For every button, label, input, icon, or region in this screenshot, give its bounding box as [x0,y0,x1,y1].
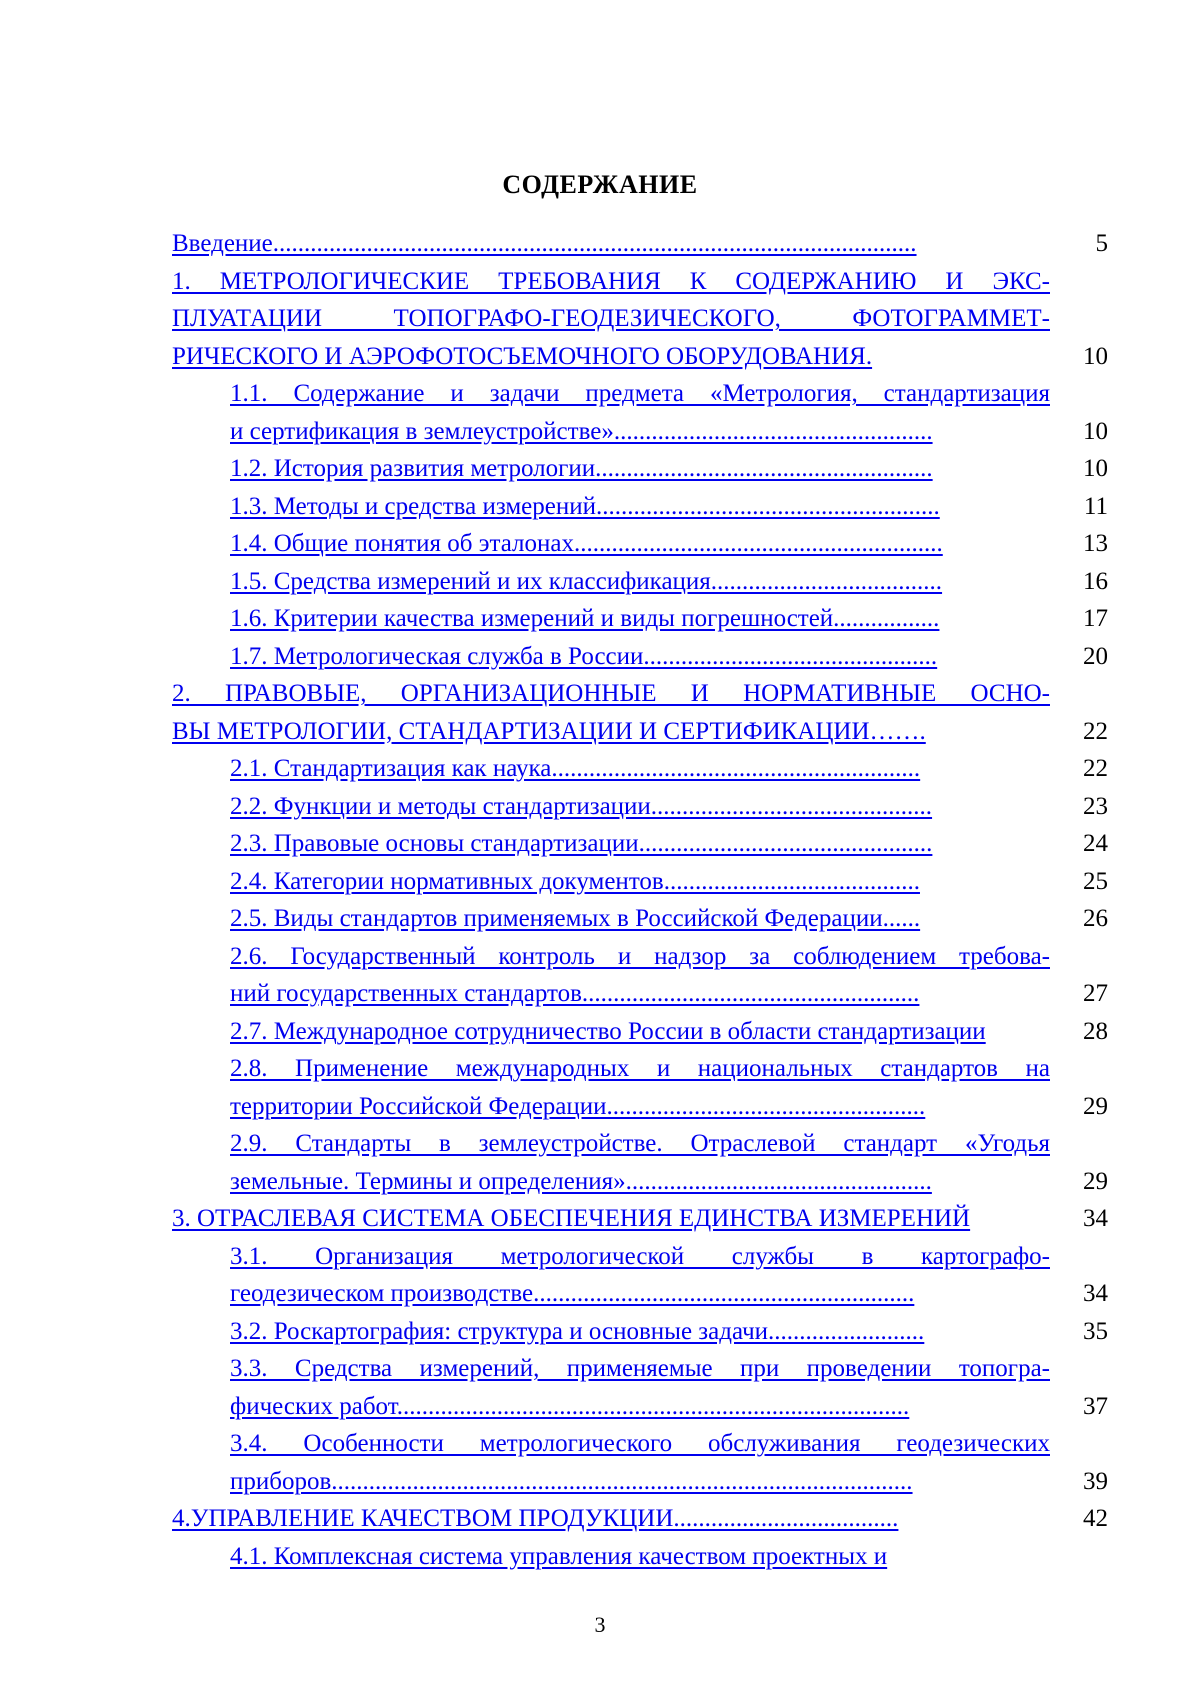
toc-link-line: 1.2. История развития метрологии...................................................... [230,455,933,482]
toc-link-line: 3. ОТРАСЛЕВАЯ СИСТЕМА ОБЕСПЕЧЕНИЯ ЕДИНСТВА ИЗМЕРЕНИЙ [172,1205,971,1232]
toc-entry [0,600,1200,638]
toc-page-number: 42 [1083,1505,1108,1532]
toc-entry [0,1313,1200,1351]
toc-page-number: 10 [1083,342,1108,370]
toc-link[interactable] [172,225,1050,263]
toc-link[interactable] [230,1050,1050,1125]
toc-entry [0,863,1200,901]
toc-link[interactable] [230,488,1050,526]
toc-page-number: 25 [1083,867,1108,895]
toc-link-line: фических работ.................................................................................. [230,1392,910,1420]
toc-page-number: 10 [1083,455,1108,482]
toc-link-line: 3.3. Средства измерений, применяемые при проведении топогра- [230,1355,1050,1382]
toc-link-line: 3.4. Особенности метрологического обслуживания геодезических [230,1430,1050,1457]
toc-entry [0,675,1200,750]
toc-entry [0,263,1200,376]
toc-link-line: 4.1. Комплексная система управления качеством проектных и [230,1542,888,1570]
toc-page-number: 17 [1083,605,1108,632]
toc-page-number: 5 [1095,230,1108,257]
toc-entry [0,1350,1200,1425]
toc-page-number: 20 [1083,642,1108,670]
toc-page-number: 24 [1083,830,1108,857]
toc-link[interactable] [230,1538,1050,1576]
toc-link-line: 1.3. Методы и средства измерений....................................................... [230,492,940,520]
toc-link-line: 2. ПРАВОВЫЕ, ОРГАНИЗАЦИОННЫЕ И НОРМАТИВНЫЕ ОСНО- [172,680,1050,707]
toc-entry [0,563,1200,601]
toc-link[interactable] [230,900,1050,938]
toc-link-line: 1. МЕТРОЛОГИЧЕСКИЕ ТРЕБОВАНИЯ К СОДЕРЖАНИЮ И ЭКС- [172,267,1050,295]
toc-link[interactable] [172,1200,1050,1238]
toc-link-line: 1.7. Метрологическая служба в России............................................... [230,642,938,670]
toc-entry [0,375,1200,450]
toc-link[interactable] [230,1425,1050,1500]
toc-link[interactable] [230,1238,1050,1313]
toc-entry [0,638,1200,676]
toc-entry [0,450,1200,488]
toc-link-line: 2.4. Категории нормативных документов......................................... [230,867,920,895]
toc-page-number: 10 [1083,417,1108,445]
table-of-contents [0,225,1200,1575]
toc-entry [0,525,1200,563]
toc-link[interactable] [230,1013,1050,1051]
toc-link[interactable] [230,825,1050,863]
toc-link-line: 1.4. Общие понятия об эталонах........................................................... [230,530,943,557]
toc-page-number: 34 [1083,1205,1108,1232]
toc-link[interactable] [172,1500,1050,1538]
toc-link[interactable] [230,525,1050,563]
toc-link-line: РИЧЕСКОГО И АЭРОФОТОСЪЕМОЧНОГО ОБОРУДОВАНИЯ. [172,342,873,370]
toc-entry [0,488,1200,526]
toc-link[interactable] [230,1350,1050,1425]
toc-link-line: 1.5. Средства измерений и их классификация..................................... [230,567,943,595]
toc-link-line: 1.6. Критерии качества измерений и виды погрешностей................. [230,605,940,632]
toc-page-number: 35 [1083,1317,1108,1345]
toc-link-line: 2.8. Применение международных и национальных стандартов на [230,1055,1050,1082]
toc-link-line: ПЛУАТАЦИИ ТОПОГРАФО-ГЕОДЕЗИЧЕСКОГО, ФОТОГРАММЕТ- [172,305,1050,332]
toc-page-number: 11 [1083,492,1108,520]
toc-link-line: 2.9. Стандарты в землеустройстве. Отраслевой стандарт «Угодья [230,1130,1050,1157]
toc-link[interactable] [230,600,1050,638]
toc-link[interactable] [230,1125,1050,1200]
toc-entry [0,900,1200,938]
toc-link-line: 2.7. Международное сотрудничество России в области стандартизации [230,1017,986,1045]
toc-link[interactable] [230,863,1050,901]
toc-link[interactable] [230,788,1050,826]
toc-page-number: 13 [1083,530,1108,557]
toc-link-line: 2.3. Правовые основы стандартизации............................................... [230,830,933,857]
toc-entry [0,1013,1200,1051]
toc-link-line: 1.1. Содержание и задачи предмета «Метрология, стандартизация [230,380,1050,407]
toc-entry [0,1425,1200,1500]
toc-page-number: 22 [1083,755,1108,782]
toc-link[interactable] [230,750,1050,788]
toc-link-line: земельные. Термины и определения»................................................. [230,1167,932,1195]
toc-entry [0,750,1200,788]
toc-link-line: 3.2. Роскартография: структура и основные задачи......................... [230,1317,925,1345]
toc-link-line: 2.5. Виды стандартов применяемых в Российской Федерации...... [230,905,921,932]
toc-page-number: 39 [1083,1467,1108,1495]
toc-entry [0,1238,1200,1313]
toc-link-line: 2.2. Функции и методы стандартизации............................................. [230,792,933,820]
toc-link[interactable] [172,675,1050,750]
page-number: 3 [594,1612,606,1637]
toc-link-line: 3.1. Организация метрологической службы в картографо- [230,1242,1050,1270]
toc-entry [0,1200,1200,1238]
toc-link-line: 2.1. Стандартизация как наука........................................................... [230,755,921,782]
toc-page-number: 22 [1083,717,1108,745]
toc-page-number: 27 [1083,980,1108,1007]
toc-link-line: геодезическом производстве............................................................. [230,1280,915,1307]
toc-link-line: ний государственных стандартов...................................................... [230,980,920,1007]
toc-entry [0,1125,1200,1200]
toc-link-line: приборов............................................................................................. [230,1467,913,1495]
toc-entry [0,1050,1200,1125]
toc-link[interactable] [230,1313,1050,1351]
toc-page-number: 34 [1083,1280,1108,1307]
toc-link[interactable] [172,263,1050,376]
toc-link-line: Введение....................................................................................................... [172,230,917,257]
toc-link[interactable] [230,450,1050,488]
toc-link-line: территории Российской Федерации................................................... [230,1092,926,1120]
toc-entry [0,1538,1200,1576]
toc-page-number: 23 [1083,792,1108,820]
toc-link[interactable] [230,563,1050,601]
toc-page-number: 29 [1083,1167,1108,1195]
toc-link[interactable] [230,375,1050,450]
toc-entry [0,1500,1200,1538]
toc-page-number: 16 [1083,567,1108,595]
toc-entry [0,788,1200,826]
toc-entry [0,938,1200,1013]
toc-page-number: 26 [1083,905,1108,932]
toc-link[interactable] [230,938,1050,1013]
toc-page-number: 29 [1083,1092,1108,1120]
toc-entry [0,225,1200,263]
toc-link-line: 4.УПРАВЛЕНИЕ КАЧЕСТВОМ ПРОДУКЦИИ.................................... [172,1505,899,1532]
toc-page-number: 28 [1083,1017,1108,1045]
toc-link-line: 2.6. Государственный контроль и надзор за соблюдением требова- [230,942,1050,970]
toc-link-line: и сертификация в землеустройстве»................................................... [230,417,933,445]
toc-link[interactable] [230,638,1050,676]
toc-page-number: 37 [1083,1392,1108,1420]
toc-link-line: ВЫ МЕТРОЛОГИИ, СТАНДАРТИЗАЦИИ И СЕРТИФИКАЦИИ……. [172,717,926,745]
page-title: СОДЕРЖАНИЕ [502,170,698,199]
toc-entry [0,825,1200,863]
